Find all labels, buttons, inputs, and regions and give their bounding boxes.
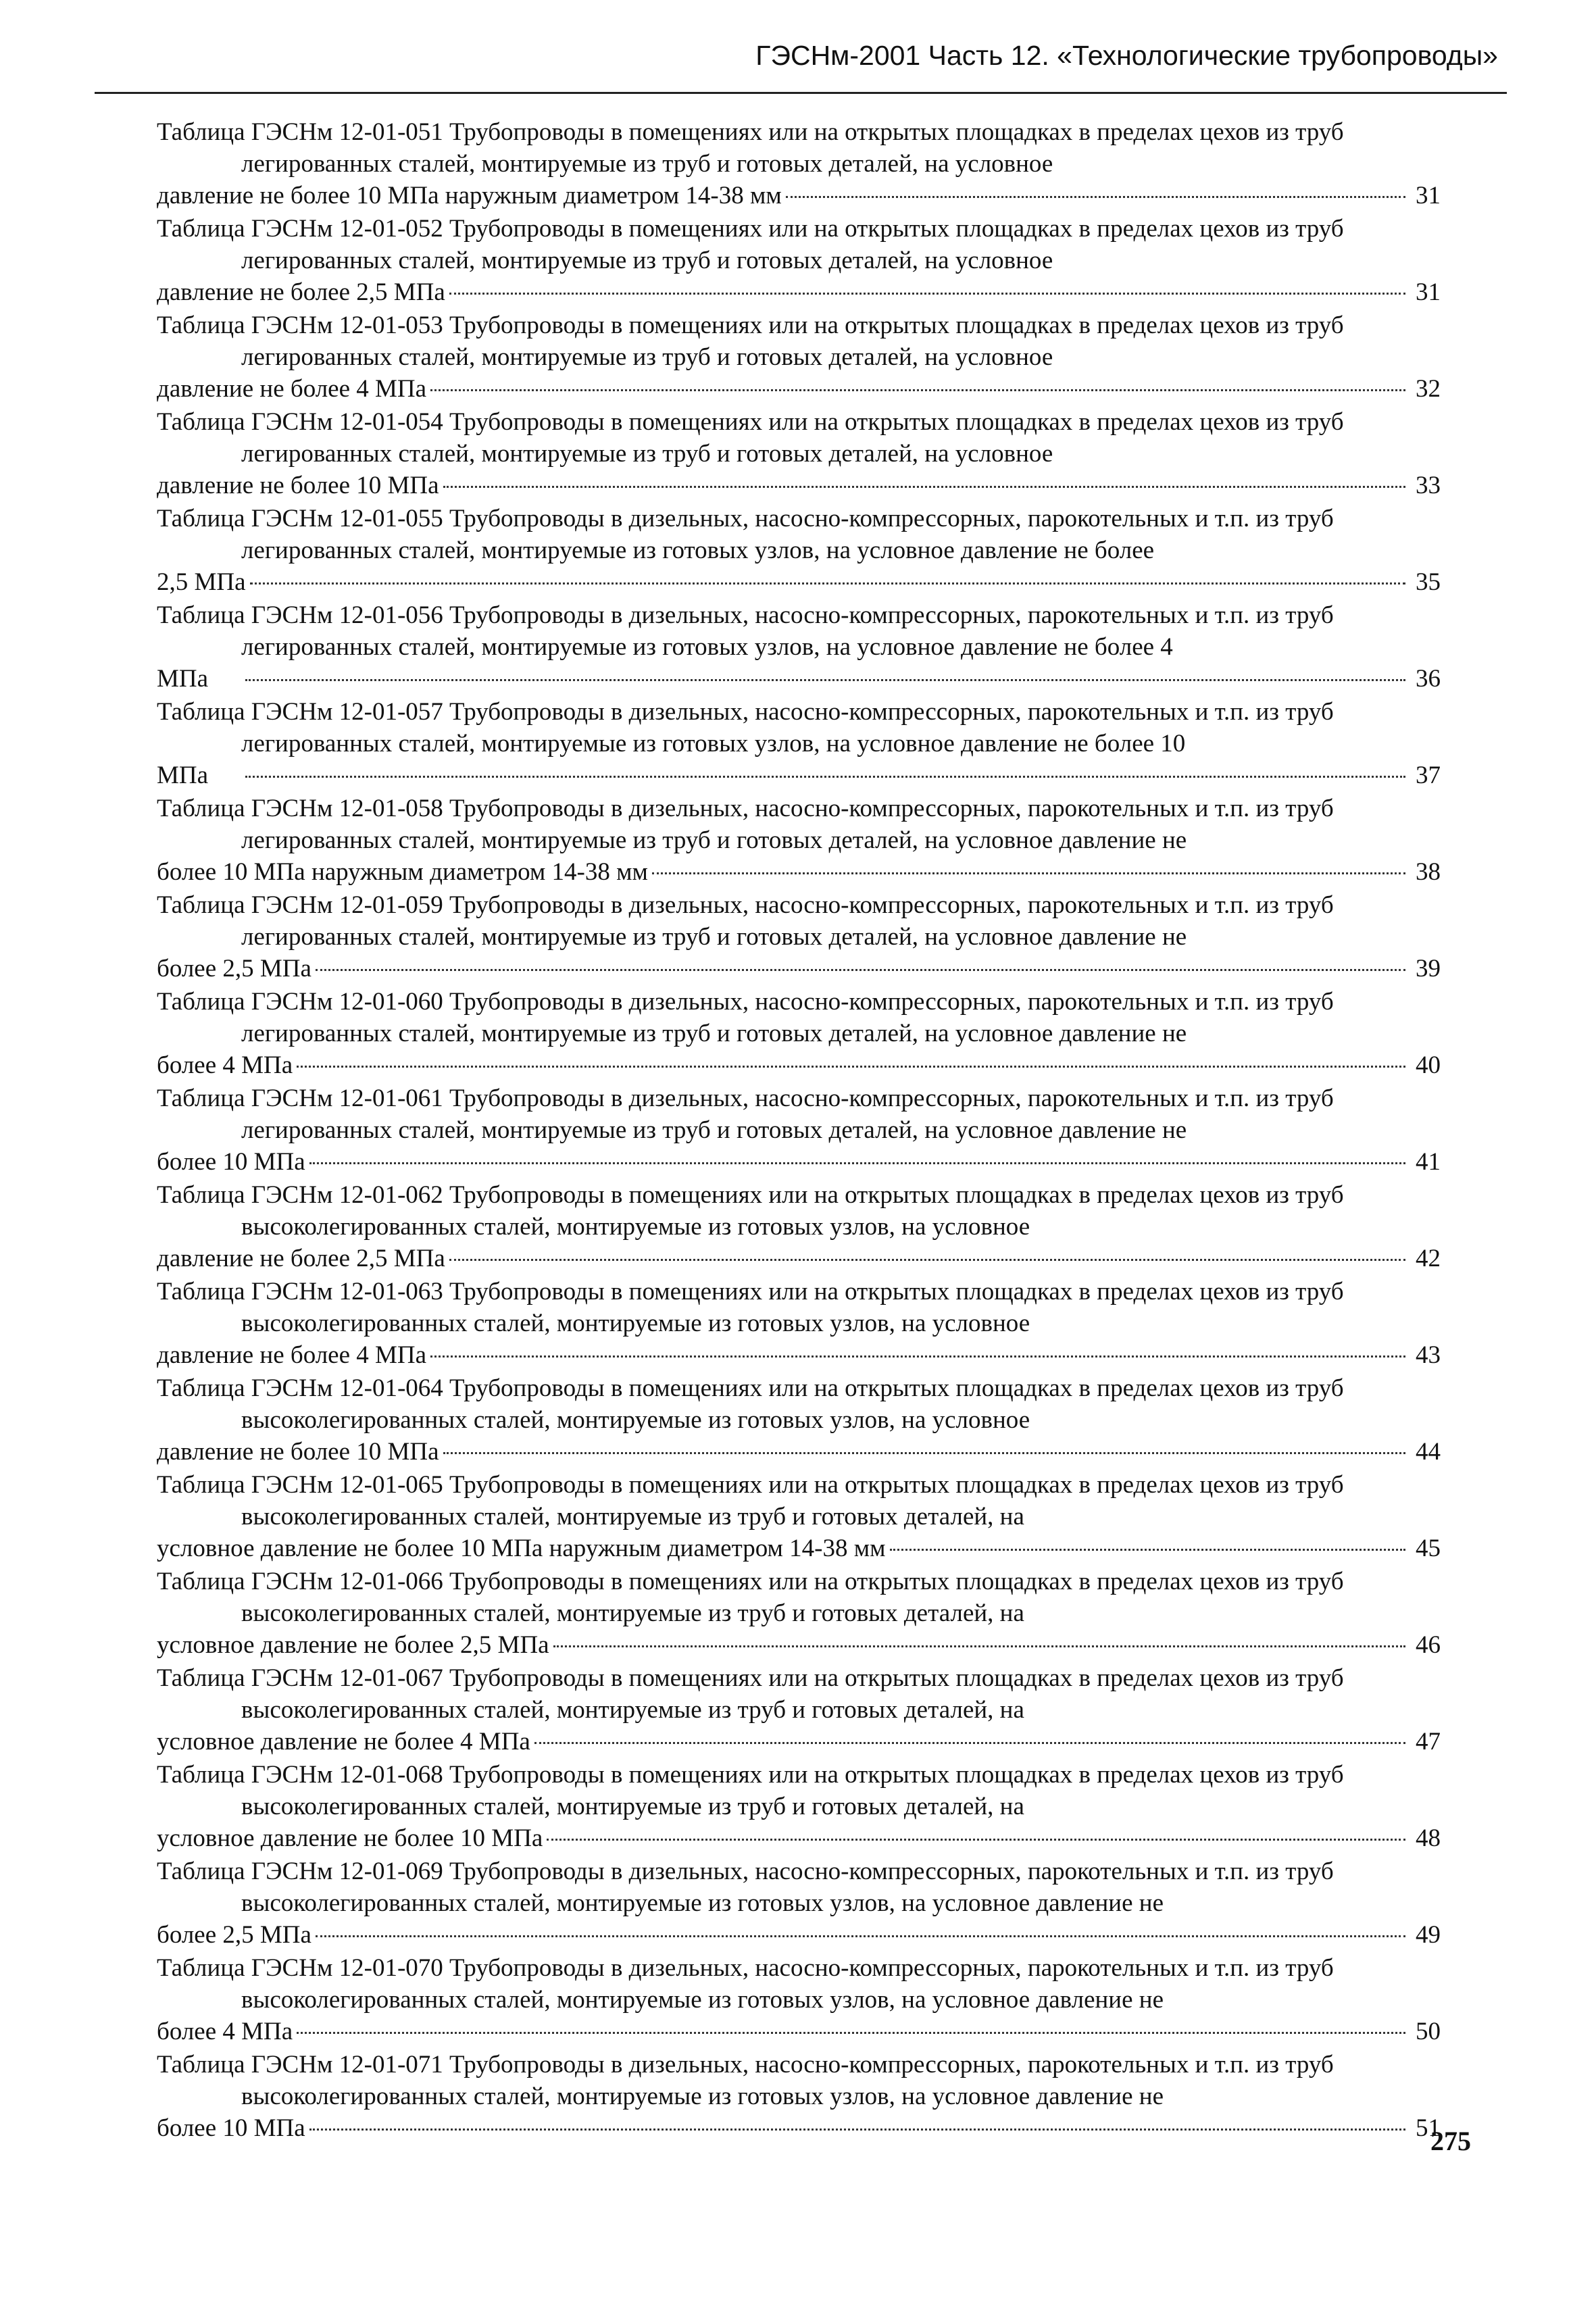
toc-entry-label: Таблица ГЭСНм 12-01-058 — [157, 795, 443, 822]
header-rule — [95, 92, 1507, 94]
toc-entry-page: 38 — [1416, 858, 1441, 886]
toc-entry — [157, 503, 1441, 598]
toc-entry-page: 36 — [1416, 665, 1441, 693]
toc-entry-title-end: давление не более 10 МПа наружным диаметром 14-38 мм — [157, 182, 782, 209]
toc-entry — [157, 599, 1441, 695]
toc-entry-title: Трубопроводы в дизельных, насосно-компрессорных, парокотельных и т.п. из труб высоколегированных сталей, монтируемые из готовых узлов, на условное давление не — [241, 1954, 1334, 2014]
toc-entry — [157, 1179, 1441, 1274]
toc-entry-page: 50 — [1416, 2018, 1441, 2045]
toc-entry-title-end: давление не более 10 МПа — [157, 1438, 439, 1466]
toc-entry-lastline — [157, 1339, 1441, 1371]
toc-entry-title: Трубопроводы в дизельных, насосно-компрессорных, парокотельных и т.п. из труб высоколегированных сталей, монтируемые из готовых узлов, на условное давление не — [241, 1858, 1334, 1917]
toc-entry-page: 45 — [1416, 1535, 1441, 1562]
toc-entry — [157, 406, 1441, 501]
toc-entry-title: Трубопроводы в помещениях или на открытых площадках в пределах цехов из труб высоколегированных сталей, монтируемые из труб и готовых деталей, на — [241, 1568, 1344, 1627]
dot-leader — [553, 1645, 1405, 1647]
toc-entry-label: Таблица ГЭСНм 12-01-066 — [157, 1568, 443, 1595]
toc-entry-lastline: МПа 36 — [241, 663, 1441, 695]
dot-leader — [430, 389, 1405, 391]
toc-entry-label: Таблица ГЭСНм 12-01-063 — [157, 1278, 443, 1305]
dot-leader — [443, 1452, 1405, 1454]
toc-entry-lastline — [157, 1146, 1441, 1178]
toc-entry-title: Трубопроводы в дизельных, насосно-компрессорных, парокотельных и т.п. из труб высоколегированных сталей, монтируемые из готовых узлов, на условное давление не — [241, 2051, 1334, 2110]
toc-entry-title-end: давление не более 2,5 МПа — [157, 278, 445, 306]
toc-entry — [157, 696, 1441, 791]
dot-leader — [309, 1162, 1405, 1164]
toc-entry-page: 35 — [1416, 568, 1441, 596]
toc-entry-title: Трубопроводы в дизельных, насосно-компрессорных, парокотельных и т.п. из труб легированных сталей, монтируемые из готовых узлов, на условное давление не более 10 — [241, 698, 1334, 757]
toc-entry — [157, 1276, 1441, 1371]
toc-entry-lastline — [157, 1049, 1441, 1081]
toc-entry — [157, 1662, 1441, 1758]
toc-entry-label: Таблица ГЭСНм 12-01-057 — [157, 698, 443, 726]
toc-entry-lastline: МПа 37 — [241, 760, 1441, 791]
toc-entry-title: Трубопроводы в помещениях или на открытых площадках в пределах цехов из труб высоколегированных сталей, монтируемые из готовых узлов, на условное — [241, 1374, 1344, 1434]
toc-entry-page: 37 — [1416, 762, 1441, 789]
dot-leader — [430, 1355, 1405, 1358]
toc-entry-page: 43 — [1416, 1341, 1441, 1369]
toc-entry-title: Трубопроводы в дизельных, насосно-компрессорных, парокотельных и т.п. из труб легированных сталей, монтируемые из труб и готовых деталей, на условное давление не — [241, 1085, 1334, 1144]
toc-entry-lastline — [157, 1919, 1441, 1951]
toc-entry-lastline — [157, 1436, 1441, 1468]
dot-leader — [297, 1066, 1405, 1068]
dot-leader — [652, 872, 1405, 874]
dot-leader — [250, 582, 1405, 584]
toc-entry-label: Таблица ГЭСНм 12-01-051 — [157, 118, 443, 146]
running-header: ГЭСНм-2001 Часть 12. «Технологические трубопроводы» — [755, 40, 1498, 71]
toc-entry-lastline — [157, 1243, 1441, 1274]
toc-entry-title: Трубопроводы в помещениях или на открытых площадках в пределах цехов из труб легированных сталей, монтируемые из труб и готовых деталей, на условное — [241, 215, 1344, 274]
table-of-contents — [157, 116, 1441, 2145]
toc-entry-title: Трубопроводы в дизельных, насосно-компрессорных, парокотельных и т.п. из труб легированных сталей, монтируемые из готовых узлов, на условное давление не более 4 — [241, 601, 1334, 661]
toc-entry — [157, 1469, 1441, 1564]
toc-entry-title-end: давление не более 4 МПа — [157, 375, 427, 403]
toc-entry-title-end: давление не более 10 МПа — [157, 472, 439, 499]
toc-entry-title: Трубопроводы в помещениях или на открытых площадках в пределах цехов из труб легированных сталей, монтируемые из труб и готовых деталей, на условное — [241, 312, 1344, 371]
toc-entry-lastline — [157, 2016, 1441, 2047]
toc-entry-page: 40 — [1416, 1051, 1441, 1079]
toc-entry-lastline — [157, 566, 1441, 598]
toc-entry-page: 44 — [1416, 1438, 1441, 1466]
toc-entry — [157, 213, 1441, 308]
toc-entry-title: Трубопроводы в помещениях или на открытых площадках в пределах цехов из труб высоколегированных сталей, монтируемые из труб и готовых деталей, на — [241, 1761, 1344, 1820]
toc-entry — [157, 116, 1441, 211]
toc-entry-label: Таблица ГЭСНм 12-01-062 — [157, 1181, 443, 1209]
toc-entry-page: 46 — [1416, 1631, 1441, 1659]
toc-entry-title: Трубопроводы в дизельных, насосно-компрессорных, парокотельных и т.п. из труб легированных сталей, монтируемые из труб и готовых деталей, на условное давление не — [241, 795, 1334, 854]
toc-entry-title: Трубопроводы в помещениях или на открытых площадках в пределах цехов из труб высоколегированных сталей, монтируемые из готовых узлов, на условное — [241, 1181, 1344, 1241]
toc-entry-lastline — [157, 276, 1441, 308]
dot-leader — [890, 1549, 1405, 1551]
toc-entry — [157, 889, 1441, 985]
toc-entry-title-end: более 10 МПа — [157, 2114, 305, 2142]
toc-entry — [157, 1566, 1441, 1661]
toc-entry — [157, 1372, 1441, 1468]
dot-leader — [245, 776, 1405, 778]
toc-entry-label: Таблица ГЭСНм 12-01-056 — [157, 601, 443, 629]
toc-entry-lastline — [157, 1629, 1441, 1661]
toc-entry-label: Таблица ГЭСНм 12-01-054 — [157, 408, 443, 436]
toc-entry-label: Таблица ГЭСНм 12-01-052 — [157, 215, 443, 243]
toc-entry — [157, 793, 1441, 888]
toc-entry-lastline — [157, 1822, 1441, 1854]
toc-entry-label: Таблица ГЭСНм 12-01-065 — [157, 1471, 443, 1499]
toc-entry-title-end: более 2,5 МПа — [157, 955, 311, 982]
toc-entry-title: Трубопроводы в помещениях или на открытых площадках в пределах цехов из труб легированных сталей, монтируемые из труб и готовых деталей, на условное — [241, 408, 1344, 468]
toc-entry-title: Трубопроводы в помещениях или на открытых площадках в пределах цехов из труб высоколегированных сталей, монтируемые из готовых узлов, на условное — [241, 1278, 1344, 1337]
toc-entry-page: 39 — [1416, 955, 1441, 982]
toc-entry-label: Таблица ГЭСНм 12-01-064 — [157, 1374, 443, 1402]
toc-entry-title-end: давление не более 2,5 МПа — [157, 1245, 445, 1272]
toc-entry-title-end: условное давление не более 2,5 МПа — [157, 1631, 549, 1659]
toc-entry-lastline — [157, 1533, 1441, 1564]
toc-entry-label: Таблица ГЭСНм 12-01-067 — [157, 1664, 443, 1692]
toc-entry-page: 42 — [1416, 1245, 1441, 1272]
toc-entry-title: Трубопроводы в помещениях или на открытых площадках в пределах цехов из труб легированных сталей, монтируемые из труб и готовых деталей, на условное — [241, 118, 1344, 178]
toc-entry-title-end: давление не более 4 МПа — [157, 1341, 427, 1369]
toc-entry-label: Таблица ГЭСНм 12-01-069 — [157, 1858, 443, 1885]
toc-entry-title-end: условное давление не более 4 МПа — [157, 1728, 530, 1756]
toc-entry-title-end: более 4 МПа — [157, 2018, 293, 2045]
toc-entry — [157, 2049, 1441, 2144]
toc-entry-lastline — [157, 470, 1441, 501]
dot-leader — [449, 1259, 1405, 1261]
page-number: 275 — [1430, 2126, 1471, 2156]
toc-entry — [157, 986, 1441, 1081]
dot-leader — [316, 969, 1405, 971]
toc-entry — [157, 1082, 1441, 1178]
toc-entry-label: Таблица ГЭСНм 12-01-055 — [157, 505, 443, 532]
toc-entry-lastline — [157, 856, 1441, 888]
toc-entry-page: 49 — [1416, 1921, 1441, 1949]
toc-entry-page: 41 — [1416, 1148, 1441, 1176]
toc-entry-title-end: условное давление не более 10 МПа наружным диаметром 14-38 мм — [157, 1535, 886, 1562]
toc-entry-title: Трубопроводы в помещениях или на открытых площадках в пределах цехов из труб высоколегированных сталей, монтируемые из труб и готовых деталей, на — [241, 1664, 1344, 1724]
toc-entry-lastline — [157, 180, 1441, 211]
dot-leader — [534, 1742, 1405, 1744]
toc-entry-page: 32 — [1416, 375, 1441, 403]
toc-entry-page: 51 — [1416, 2114, 1441, 2142]
toc-entry-label: Таблица ГЭСНм 12-01-053 — [157, 312, 443, 339]
dot-leader — [547, 1839, 1405, 1841]
toc-entry-page: 48 — [1416, 1824, 1441, 1852]
toc-entry-title-end: более 2,5 МПа — [157, 1921, 311, 1949]
toc-entry-lastline — [157, 1726, 1441, 1758]
toc-entry-page: 47 — [1416, 1728, 1441, 1756]
toc-entry-label: Таблица ГЭСНм 12-01-070 — [157, 1954, 443, 1982]
toc-entry-title-end: более 4 МПа — [157, 1051, 293, 1079]
toc-entry-title: Трубопроводы в дизельных, насосно-компрессорных, парокотельных и т.п. из труб легированных сталей, монтируемые из труб и готовых деталей, на условное давление не — [241, 988, 1334, 1047]
toc-entry-title-end: условное давление не более 10 МПа — [157, 1824, 543, 1852]
dot-leader — [786, 196, 1405, 198]
toc-entry — [157, 309, 1441, 405]
toc-entry — [157, 1952, 1441, 2047]
toc-entry-label: Таблица ГЭСНм 12-01-061 — [157, 1085, 443, 1112]
toc-entry-title-end: более 10 МПа — [157, 1148, 305, 1176]
toc-entry-label: Таблица ГЭСНм 12-01-060 — [157, 988, 443, 1016]
toc-entry-title-end: 2,5 МПа — [157, 568, 246, 596]
toc-entry — [157, 1856, 1441, 1951]
toc-entry-label: Таблица ГЭСНм 12-01-068 — [157, 1761, 443, 1789]
toc-entry-page: 33 — [1416, 472, 1441, 499]
toc-entry-lastline — [157, 953, 1441, 985]
toc-entry-page: 31 — [1416, 182, 1441, 209]
dot-leader — [245, 679, 1405, 681]
dot-leader — [309, 2129, 1405, 2131]
dot-leader — [297, 2032, 1405, 2034]
toc-entry-page: 31 — [1416, 278, 1441, 306]
toc-entry — [157, 1759, 1441, 1854]
toc-entry-title: Трубопроводы в дизельных, насосно-компрессорных, парокотельных и т.п. из труб легированных сталей, монтируемые из труб и готовых деталей, на условное давление не — [241, 891, 1334, 951]
toc-entry-lastline — [157, 373, 1441, 405]
toc-entry-title: Трубопроводы в помещениях или на открытых площадках в пределах цехов из труб высоколегированных сталей, монтируемые из труб и готовых деталей, на — [241, 1471, 1344, 1530]
toc-entry-title-end: более 10 МПа наружным диаметром 14-38 мм — [157, 858, 648, 886]
dot-leader — [443, 486, 1405, 488]
dot-leader — [449, 293, 1405, 295]
toc-entry-lastline — [157, 2112, 1441, 2144]
toc-entry-title: Трубопроводы в дизельных, насосно-компрессорных, парокотельных и т.п. из труб легированных сталей, монтируемые из готовых узлов, на условное давление не более — [241, 505, 1334, 564]
toc-entry-label: Таблица ГЭСНм 12-01-071 — [157, 2051, 443, 2078]
toc-entry-label: Таблица ГЭСНм 12-01-059 — [157, 891, 443, 919]
dot-leader — [316, 1935, 1405, 1937]
